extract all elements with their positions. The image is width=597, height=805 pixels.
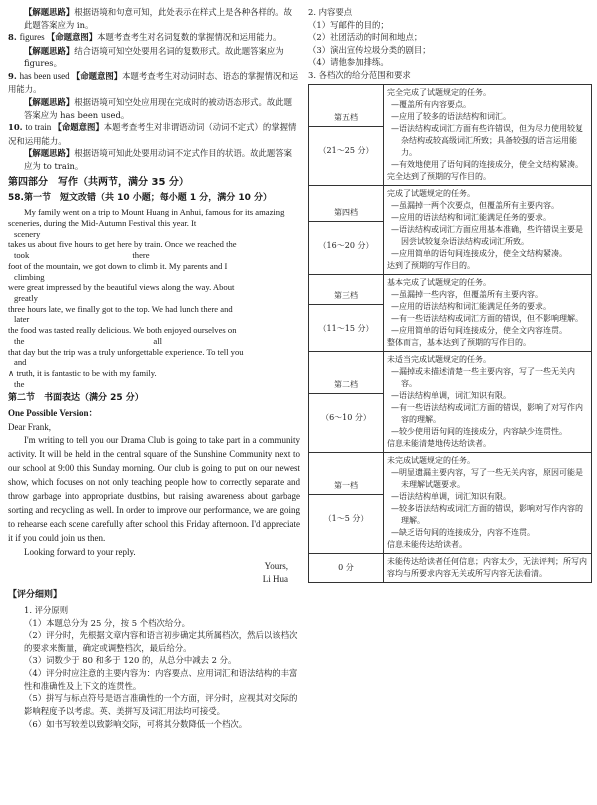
content-points (308, 19, 592, 69)
explanation-label: 【解题思路】 (24, 7, 75, 17)
grade-level-cell (309, 351, 384, 452)
rule-line: （1）本题总分为 25 分，按 5 个档次给分。 (24, 617, 190, 628)
grade-criterion: 完全完成了试题规定的任务。 (387, 87, 491, 97)
explanation-line (8, 147, 300, 172)
answer-word: to train (25, 122, 54, 133)
grade-criterion: —虽漏掉一两个次要点，但覆盖所有主要内容。 (391, 200, 559, 210)
correction-line (8, 239, 300, 260)
grade-row (309, 274, 592, 351)
grade-criterion: —有一些语法结构或词汇方面的错误，影响了对写作内容的理解。 (391, 402, 583, 424)
scoring-rules (8, 604, 300, 730)
rule-line: （2）评分时，先根据文章内容和语言初步确定其所属档次，然后以该档次的要求来衡量，确定或调整档次，最后给分。 (24, 630, 298, 653)
correction-line (8, 325, 300, 346)
rule-line: 1. 评分原则 (24, 605, 69, 616)
correction-line (8, 261, 300, 282)
content-point: （2）社团活动的时间和地点； (308, 32, 423, 43)
correction-note: the all (14, 335, 162, 346)
grade-criterion: —应用了较多的语法结构和词汇。 (391, 111, 511, 121)
letter-closing: Yours, (264, 560, 288, 571)
grade-criterion: —应用的语法结构和词汇能满足任务的要求。 (391, 301, 551, 311)
grade-criterion: —较多语法结构或词汇方面的错误，影响对写作内容的理解。 (391, 503, 583, 525)
grade-criterion: —语法结构或词汇方面应用基本准确，些许错误主要是因尝试较复杂语法结构或词汇所致。 (391, 224, 583, 246)
grade-row (309, 185, 592, 274)
correction-text: ∧ truth, it is fantastic to be with my family. (8, 368, 157, 379)
explanation-label: 【解题思路】 (24, 45, 75, 56)
grade-row (309, 553, 592, 582)
grade-row (309, 351, 592, 452)
part4-title: 第四部分 写作（共两节，满分 35 分） (8, 176, 189, 188)
grade-criterion: —应用的语法结构和词汇能满足任务的要求。 (391, 212, 551, 222)
correction-line (8, 207, 300, 239)
grade-criterion: —明显遗漏主要内容，写了一些无关内容，原因可能是未理解试题要求。 (391, 467, 583, 489)
grade-criterion: —较少使用语句间的连接成分，内容缺少连贯性。 (391, 426, 567, 436)
explanation-label: 【解题思路】 (24, 148, 75, 159)
correction-note: and (14, 357, 27, 368)
grade-criterion: 未适当完成试题规定的任务。 (387, 354, 491, 364)
grade-criterion: —应用简单的语句间连接成分，使全文结构紧凑。 (391, 248, 567, 258)
section1-title: 58.第一节 短文改错（共 10 小题；每小题 1 分，满分 10 分） (8, 192, 273, 203)
grade-criterion: 完成了试题规定的任务。 (387, 188, 475, 198)
correction-text: were great impressed by the beautiful views along the way. About (8, 282, 235, 293)
grade-description (384, 274, 592, 351)
grade-description (384, 84, 592, 185)
grade-score-range: （1～5 分） (323, 514, 369, 524)
grade-level-cell (309, 274, 384, 351)
grade-row (309, 84, 592, 185)
grade-criterion: —漏掉或未描述清楚一些主要内容，写了一些无关内容。 (391, 366, 575, 388)
correction-passage (8, 207, 300, 389)
correction-note: climbing (14, 271, 45, 282)
grade-criterion: 信息未能传达给读者。 (387, 539, 467, 549)
grade-score-range: （21～25 分） (318, 146, 374, 156)
correction-line (8, 304, 300, 325)
grade-criterion: 未能传达给读者任何信息；内容太少，无法评判；所写内容均与所要求内容无关或所写内容无法看清。 (387, 556, 587, 578)
correction-note: the (14, 378, 25, 389)
left-column (8, 6, 300, 730)
explanation-line (8, 31, 300, 45)
grade-level-cell (309, 84, 384, 185)
item-number: 10. (8, 122, 26, 133)
correction-note: took there (14, 250, 150, 261)
grade-criterion: —有一些语法结构或词汇方面的错误，但不影响理解。 (391, 313, 583, 323)
explanation-label: 【命题意图】 (71, 70, 123, 81)
section2-title: 第二节 书面表达（满分 25 分） (8, 392, 144, 403)
grade-row (309, 452, 592, 553)
content-point: （3）演出宣传垃圾分类的剧目； (308, 44, 431, 55)
grade-criterion: —有效地使用了语句间的连接成分，使全文结构紧凑。 (391, 159, 583, 169)
correction-text: the food was tasted really delicious. We both enjoyed ourselves on (8, 325, 237, 336)
grade-criterion: 完全达到了预期的写作目的。 (387, 171, 491, 181)
correction-text: that day but the trip was a truly unforgettable experience. To tell you (8, 346, 244, 357)
explanation-text: 本题考查考生对非谓语动词（动词不定式）的掌握情况和运用能力。 (8, 122, 297, 146)
rules-title: 【评分细则】 (8, 589, 63, 600)
correction-text: foot of the mountain, we got down to climb it. My parents and I (8, 260, 228, 271)
rule-line: （6）如书写较差以致影响交际，可将其分数降低一个档次。 (24, 718, 248, 729)
grade-level-name: 第二档 (309, 377, 383, 394)
grade-description (384, 185, 592, 274)
grade-criterion: —语法结构单调，词汇知识有限。 (391, 390, 511, 400)
rule-line: （5）拼写与标点符号是语言准确性的一个方面，评分时，应视其对交际的影响程度予以考虑。英、美拼写及词汇用法均可接受。 (24, 693, 298, 716)
explanation-label: 【解题思路】 (24, 97, 75, 108)
grade-level-cell (309, 185, 384, 274)
grade-criterion: 基本完成了试题规定的任务。 (387, 277, 491, 287)
grade-criterion: 未完成试题规定的任务。 (387, 455, 475, 465)
explanation-text: 结合语境可知空处要用名词的复数形式。故此题答案应为 figures。 (24, 45, 284, 69)
grade-level-cell (309, 553, 384, 582)
grade-criterion: —缺乏语句间的连接成分，内容不连贯。 (391, 527, 535, 537)
table-title: 3. 各档次的给分范围和要求 (308, 70, 411, 81)
explanation-line (8, 70, 300, 96)
grade-criterion: —覆盖所有内容要点。 (391, 99, 471, 109)
correction-line (8, 282, 300, 303)
correction-text: three hours late, we finally got to the top. We had lunch there and (8, 303, 233, 314)
letter-body: I'm writing to tell you our Drama Club is going to take part in a community activity. It will be held in the central square of the Sunshine Community next to our school at 9:00 this Sunday morning. Our club is going to put on our newest show, which focuses on not only teaching people how to correctly separate and throw garbage into appropriate dustbins, but raising awareness about garbage sorting and recycling as well. In order to improve our performance, we are going to rehearse each scene carefully after school this Friday afternoon. I'd appreciate it if you could join us then. (8, 435, 300, 543)
version-title: One Possible Version： (8, 408, 98, 419)
correction-text: My family went on a trip to Mount Huang in Anhui, famous for its amazing sceneries, during the Mid-Autumn Festival this year. It (8, 207, 285, 228)
explanation-label: 【命题意图】 (46, 32, 98, 43)
item-number: 9. (8, 70, 20, 81)
letter-greeting: Dear Frank, (8, 421, 51, 432)
explanation-text: 根据语境可知此处要用动词不定式作目的状语。故此题答案应为 to train。 (24, 148, 292, 171)
grading-table (308, 84, 592, 583)
grade-score-range: 0 分 (338, 562, 354, 572)
answer-word: figures (19, 32, 47, 43)
points-title: 2. 内容要点 (308, 7, 353, 17)
grade-level-cell (309, 452, 384, 553)
letter-closing-line: Looking forward to your reply. (24, 546, 136, 557)
explanation-text: 本题考查考生对动词时态、语态的掌握情况和运用能力。 (8, 70, 299, 95)
right-column (308, 6, 592, 583)
letter-signature: Li Hua (262, 574, 288, 585)
grade-criterion: —应用简单的语句间连接成分，使全文内容连贯。 (391, 325, 567, 335)
correction-line (8, 368, 300, 389)
content-point: （4）请他参加排练。 (308, 57, 389, 68)
grade-criterion: —虽漏掉一些内容，但覆盖所有主要内容。 (391, 289, 543, 299)
answer-explanations (8, 6, 300, 173)
content-point: （1）写邮件的目的； (308, 19, 389, 30)
grade-level-name: 第五档 (309, 110, 383, 127)
grade-description (384, 452, 592, 553)
grade-description (384, 553, 592, 582)
correction-note: greatly (14, 292, 38, 303)
grade-score-range: （11～15 分） (318, 324, 374, 334)
explanation-text: 本题考查考生对名词复数的掌握情况和运用能力。 (97, 32, 282, 43)
grade-score-range: （6～10 分） (321, 413, 371, 423)
grade-level-name: 第三档 (309, 288, 383, 305)
explanation-line (8, 121, 300, 147)
correction-text: takes us about five hours to get here by train. Once we reached the (8, 239, 237, 250)
grade-description (384, 351, 592, 452)
correction-note: scenery (14, 228, 41, 239)
grade-criterion: —语法结构单调，词汇知识有限。 (391, 491, 511, 501)
explanation-text: 根据语境和句意可知，此处表示在样式上是各种各样的。故此题答案应为 in。 (24, 7, 292, 30)
grade-criterion: 整体而言，基本达到了预期的写作目的。 (387, 337, 531, 347)
rule-line: （3）词数少于 80 和多于 120 的，从总分中减去 2 分。 (24, 655, 237, 666)
explanation-label: 【命题意图】 (53, 122, 104, 133)
explanation-line (8, 6, 300, 31)
explanation-line (8, 45, 300, 70)
grade-score-range: （16～20 分） (318, 241, 374, 251)
explanation-text: 根据语境可知空处应用现在完成时的被动语态形式。故此题答案应为 has been used。 (24, 97, 292, 120)
correction-line (8, 347, 300, 368)
correction-note: later (14, 314, 30, 325)
explanation-line (8, 96, 300, 121)
answer-word: has been used (19, 70, 72, 81)
grade-criterion: —语法结构或词汇方面有些许错误，但为尽力使用较复杂结构或较高级词汇所致；具备较强的语言运用能力。 (391, 123, 583, 157)
grade-level-name: 第一档 (309, 478, 383, 495)
item-number: 8. (8, 32, 20, 43)
grade-criterion: 达到了预期的写作目的。 (387, 260, 475, 270)
grade-level-name: 第四档 (309, 205, 383, 222)
grade-criterion: 信息未能清楚地传达给读者。 (387, 438, 491, 448)
rule-line: （4）评分时应注意的主要内容为：内容要点、应用词汇和语法结构的丰富性和准确性及上下文的连贯性。 (24, 668, 298, 691)
